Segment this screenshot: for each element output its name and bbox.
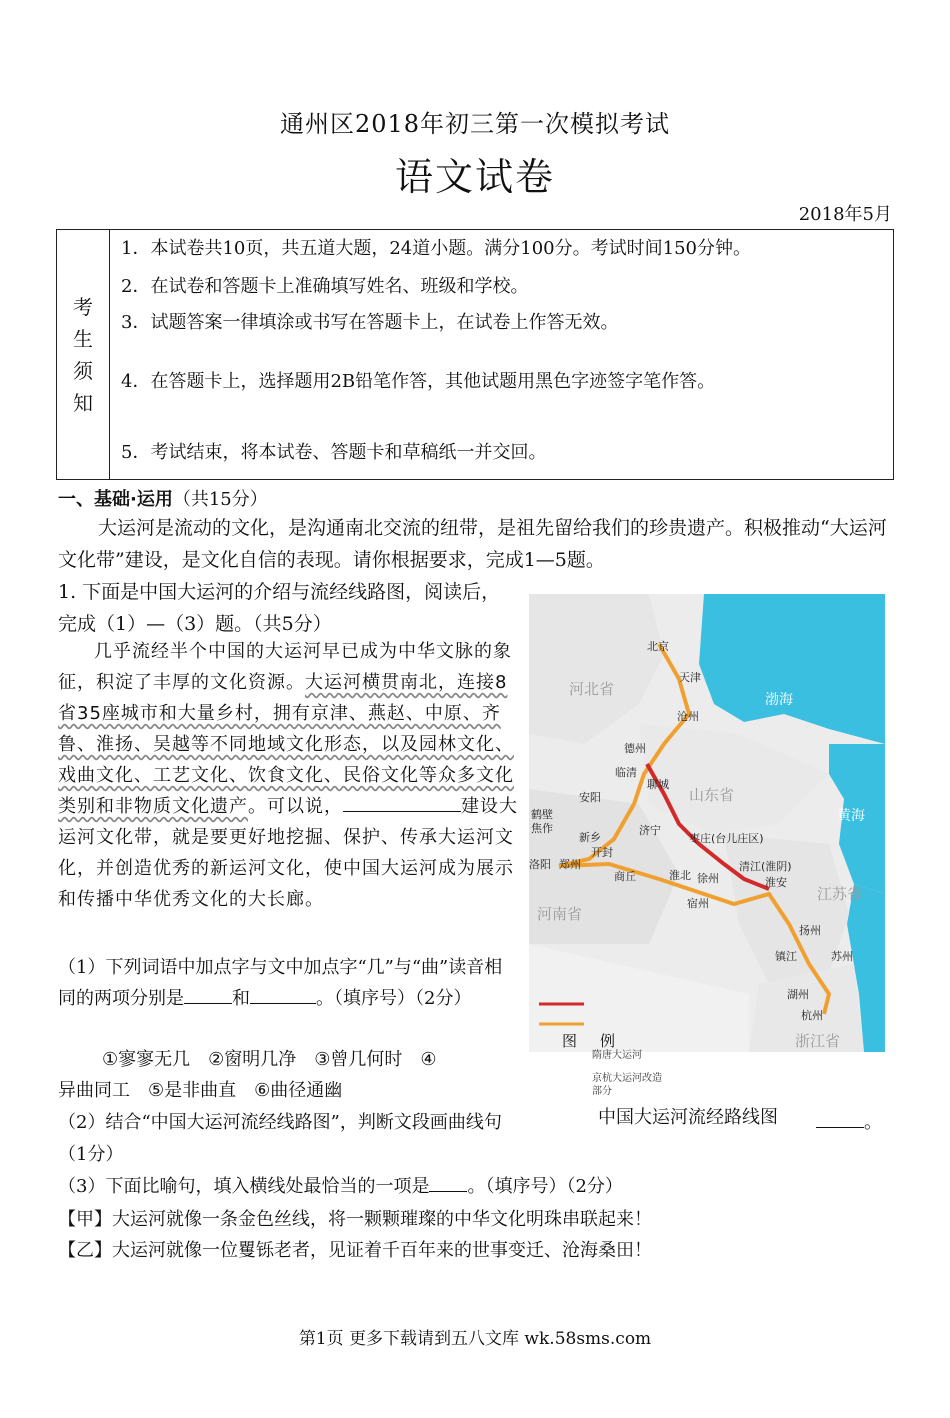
notice-item: 1．本试卷共10页，共五道大题，24道小题。满分100分。考试时间150分钟。 [121,238,751,259]
options-line: 异曲同工 ⑤是非曲直 ⑥曲径通幽 [58,1080,343,1101]
sub-question-3 [58,1172,623,1198]
city-label: 湖州 [787,988,809,1001]
paper-title: 语文试卷 [394,155,555,199]
map-legend-item: 京杭大运河改造部分 [592,1073,662,1097]
answer-blank[interactable] [184,985,232,1004]
answer-blank[interactable] [429,1173,467,1192]
section-score: （共15分） [172,489,268,510]
city-label: 新乡 [579,831,601,844]
city-label: 郑州 [559,858,581,871]
sub1-end: 。（填序号）（2分） [316,988,472,1009]
notice-item: 4．在答题卡上，选择题用2B铅笔作答，其他试题用黑色字迹签字笔作答。 [121,371,716,392]
city-label: 济宁 [639,824,661,837]
notice-box [56,229,894,480]
passage-text: 。可以说， [248,796,343,817]
city-label: 安阳 [579,791,601,804]
notice-item: 3．试题答案一律填涂或书写在答题卡上，在试卷上作答无效。 [121,312,619,333]
notice-label-char: 考 [73,294,93,319]
option-yi: 【乙】大运河就像一位矍铄老者，见证着千百年来的世事变迁、沧海桑田！ [58,1240,652,1261]
city-label: 淮北 [669,869,691,882]
map-caption: 中国大运河流经路线图 [594,1103,782,1129]
question-1-stem: 1. 下面是中国大运河的介绍与流经线路图，阅读后，完成（1）—（3）题。（共5分） [58,581,501,635]
notice-label [57,230,110,479]
province-label: 浙江省 [795,1032,841,1050]
city-label: 宿州 [687,897,709,910]
notice-item: 2．在试卷和答题卡上准确填写姓名、班级和学校。 [121,276,529,297]
sub2-tail [816,1108,882,1134]
city-label: 镇江 [775,950,797,963]
sub2-score: （1分） [58,1144,124,1165]
sub1-and: 和 [232,988,250,1009]
section-title: 一、基础·运用 [58,489,173,510]
city-label: 鹤壁 [531,808,553,821]
page-footer: 第1页 更多下载请到五八文库 wk.58sms.com [298,1329,652,1349]
section-heading [58,485,268,511]
passage-curved-line: 大运河横贯南北，连接8省35座城市和大量乡村，拥有京津、燕赵、中原、齐鲁、淮扬、吴越等不同地域文化形态，以及园林文化、戏曲文化、工艺文化、饮食文化、民俗文化等众多文化类别和非物质文化遗产 [58,672,514,817]
city-label: 聊城 [647,778,669,791]
sub-question-1 [58,952,518,1014]
city-label: 天津 [679,671,701,684]
answer-blank[interactable] [816,1109,864,1128]
city-label: 开封 [591,846,613,859]
notice-label-char: 生 [73,326,93,351]
canal-route-map [529,594,885,1052]
province-label: 河北省 [569,680,615,698]
exam-date: 2018年5月 [798,204,892,225]
exam-title: 通州区2018年初三第一次模拟考试 [279,110,671,138]
notice-item: 5．考试结束，将本试卷、答题卡和草稿纸一并交回。 [121,442,547,463]
sub3-end: 。（填序号）（2分） [467,1176,623,1197]
province-label: 江苏省 [817,885,863,903]
sea-label: 渤海 [765,692,793,708]
province-label: 山东省 [689,786,735,804]
city-label: 杭州 [801,1009,823,1022]
city-label: 淮安 [765,876,787,889]
notice-label-char: 须 [73,358,93,383]
city-label: 临清 [615,766,637,779]
city-label: 徐州 [697,872,719,885]
option-jia: 【甲】大运河就像一条金色丝线，将一颗颗璀璨的中华文化明珠串联起来！ [58,1209,652,1230]
city-label: 扬州 [799,924,821,937]
city-label: 清江(淮阴) [739,860,792,873]
sub2-text: （2）结合“中国大运河流经线路图”，判断文段画曲线句 [58,1112,502,1133]
sub2-end: 。 [864,1112,882,1133]
sub1-text: （1）下列词语中加点字与文中加点字“几”与“曲”读音相同的两项分别是 [58,957,503,1009]
city-label: 洛阳 [529,858,551,871]
city-label: 德州 [624,742,646,755]
city-label: 沧州 [677,710,699,723]
map-legend-title: 图 例 [562,1032,620,1050]
map-legend-item: 隋唐大运河 [592,1050,642,1061]
passage-text: 几乎流经半个中国的大运河早已成为中华文脉的象征，积淀了丰厚的文化资源。 [58,641,512,693]
city-label: 北京 [647,640,669,653]
passage-text: 建设大运河文化带，就是要更好地挖掘、保护、传承大运河文化，并创造优秀的新运河文化，使中国大运河成为展示和传播中华优秀文化的大长廊。 [58,796,518,910]
options-line: ①寥寥无几 ②窗明几净 ③曾几何时 ④ [102,1049,437,1070]
q1-passage [58,636,518,915]
city-label: 商丘 [614,870,636,883]
city-label: 枣庄(台儿庄区) [689,832,764,845]
city-label: 苏州 [831,950,853,963]
passage-blank[interactable] [343,793,461,812]
sub1-options [58,1044,528,1106]
sub-question-2 [58,1108,502,1134]
notice-label-char: 知 [73,390,93,415]
section-intro: 大运河是流动的文化，是沟通南北交流的纽带，是祖先留给我们的珍贵遗产。积极推动“大运河文化带”建设，是文化自信的表现。请你根据要求，完成1—5题。 [58,517,887,571]
sea-label: 黄海 [837,808,865,824]
answer-blank[interactable] [250,985,316,1004]
sub3-text: （3）下面比喻句，填入横线处最恰当的一项是 [58,1176,430,1197]
province-label: 河南省 [537,905,583,923]
city-label: 焦作 [531,822,553,835]
